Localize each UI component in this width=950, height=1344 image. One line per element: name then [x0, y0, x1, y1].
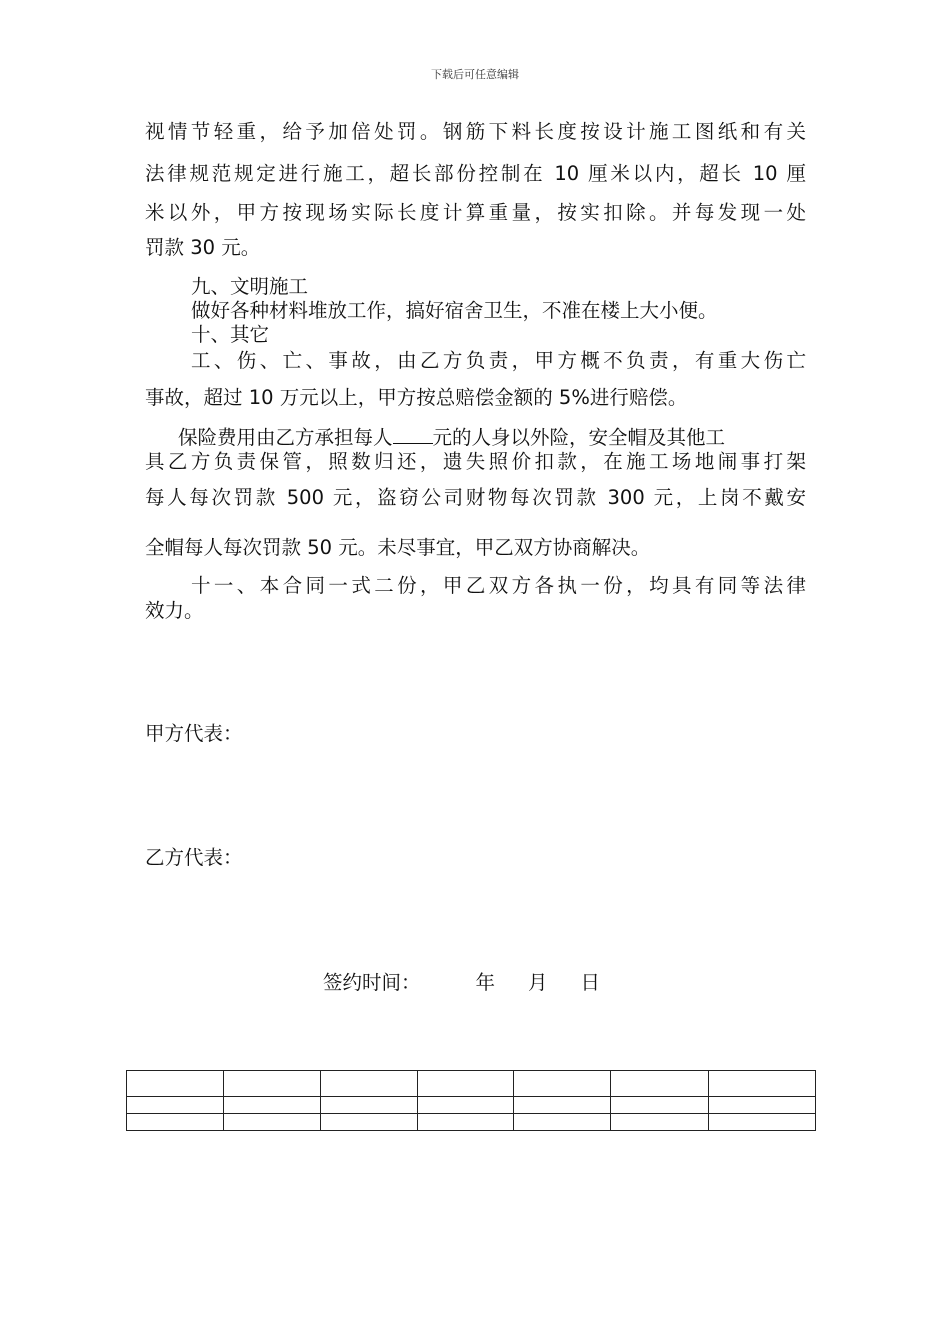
signing-date [323, 971, 600, 995]
table-cell [417, 1114, 514, 1131]
section8-line: 视情节轻重，给予加倍处罚。钢筋下料长度按设计施工图纸和有关 [145, 120, 806, 143]
section9-body: 做好各种材料堆放工作，搞好宿舍卫生，不准在楼上大小便。 [191, 299, 718, 322]
table-cell [417, 1071, 514, 1097]
month-label: 月 [528, 971, 548, 994]
section10-line: 工、伤、亡、事故，由乙方负责，甲方概不负责，有重大伤亡 [191, 349, 806, 372]
table-cell [611, 1097, 709, 1114]
table-cell [611, 1114, 709, 1131]
table-row [127, 1097, 816, 1114]
table-cell [417, 1097, 514, 1114]
insurance-line: 具乙方负责保管，照数归还，遗失照价扣款，在施工场地闹事打架 [145, 450, 806, 473]
section10-line: 事故，超过 10 万元以上，甲方按总赔偿金额的 5%进行赔偿。 [145, 386, 688, 409]
insurance-line: 全帽每人每次罚款 50 元。未尽事宜，甲乙双方协商解决。 [145, 536, 651, 559]
table-cell [320, 1071, 417, 1097]
section8-line: 法律规范规定进行施工，超长部份控制在 10 厘米以内，超长 10 厘 [145, 162, 806, 185]
table-cell [514, 1097, 611, 1114]
party-b-signature-label: 乙方代表： [145, 846, 243, 869]
table-cell [514, 1114, 611, 1131]
section8-line: 米以外，甲方按现场实际长度计算重量，按实扣除。并每发现一处 [145, 201, 806, 224]
insurance-line: 每人每次罚款 500 元，盗窃公司财物每次罚款 300 元，上岗不戴安 [145, 486, 806, 509]
table-cell [611, 1071, 709, 1097]
section11-line: 效力。 [145, 599, 204, 622]
header-note: 下载后可任意编辑 [431, 68, 519, 81]
table-cell [709, 1071, 816, 1097]
table-cell [223, 1114, 320, 1131]
amount-blank [393, 425, 433, 444]
signing-date-label: 签约时间： [323, 971, 421, 994]
table-cell [223, 1071, 320, 1097]
table-cell [514, 1071, 611, 1097]
empty-table [126, 1070, 816, 1131]
party-a-signature-label: 甲方代表： [145, 722, 243, 745]
section8-line: 罚款 30 元。 [145, 236, 261, 259]
section10-title: 十、其它 [191, 323, 270, 346]
table-cell [127, 1114, 224, 1131]
year-label: 年 [475, 971, 496, 994]
section11-line: 十一、本合同一式二份，甲乙双方各执一份，均具有同等法律 [191, 574, 806, 597]
table-row [127, 1114, 816, 1131]
table-cell [320, 1097, 417, 1114]
insurance-line [178, 425, 725, 450]
table-cell [223, 1097, 320, 1114]
section9-title: 九、文明施工 [191, 275, 309, 298]
table-cell [127, 1071, 224, 1097]
table-row [127, 1071, 816, 1097]
table-cell [709, 1114, 816, 1131]
insurance-text-a: 保险费用由乙方承担每人 [178, 426, 393, 449]
table-cell [709, 1097, 816, 1114]
table-cell [320, 1114, 417, 1131]
day-label: 日 [580, 971, 601, 994]
table-cell [127, 1097, 224, 1114]
insurance-text-b: 元的人身以外险，安全帽及其他工 [432, 426, 726, 449]
